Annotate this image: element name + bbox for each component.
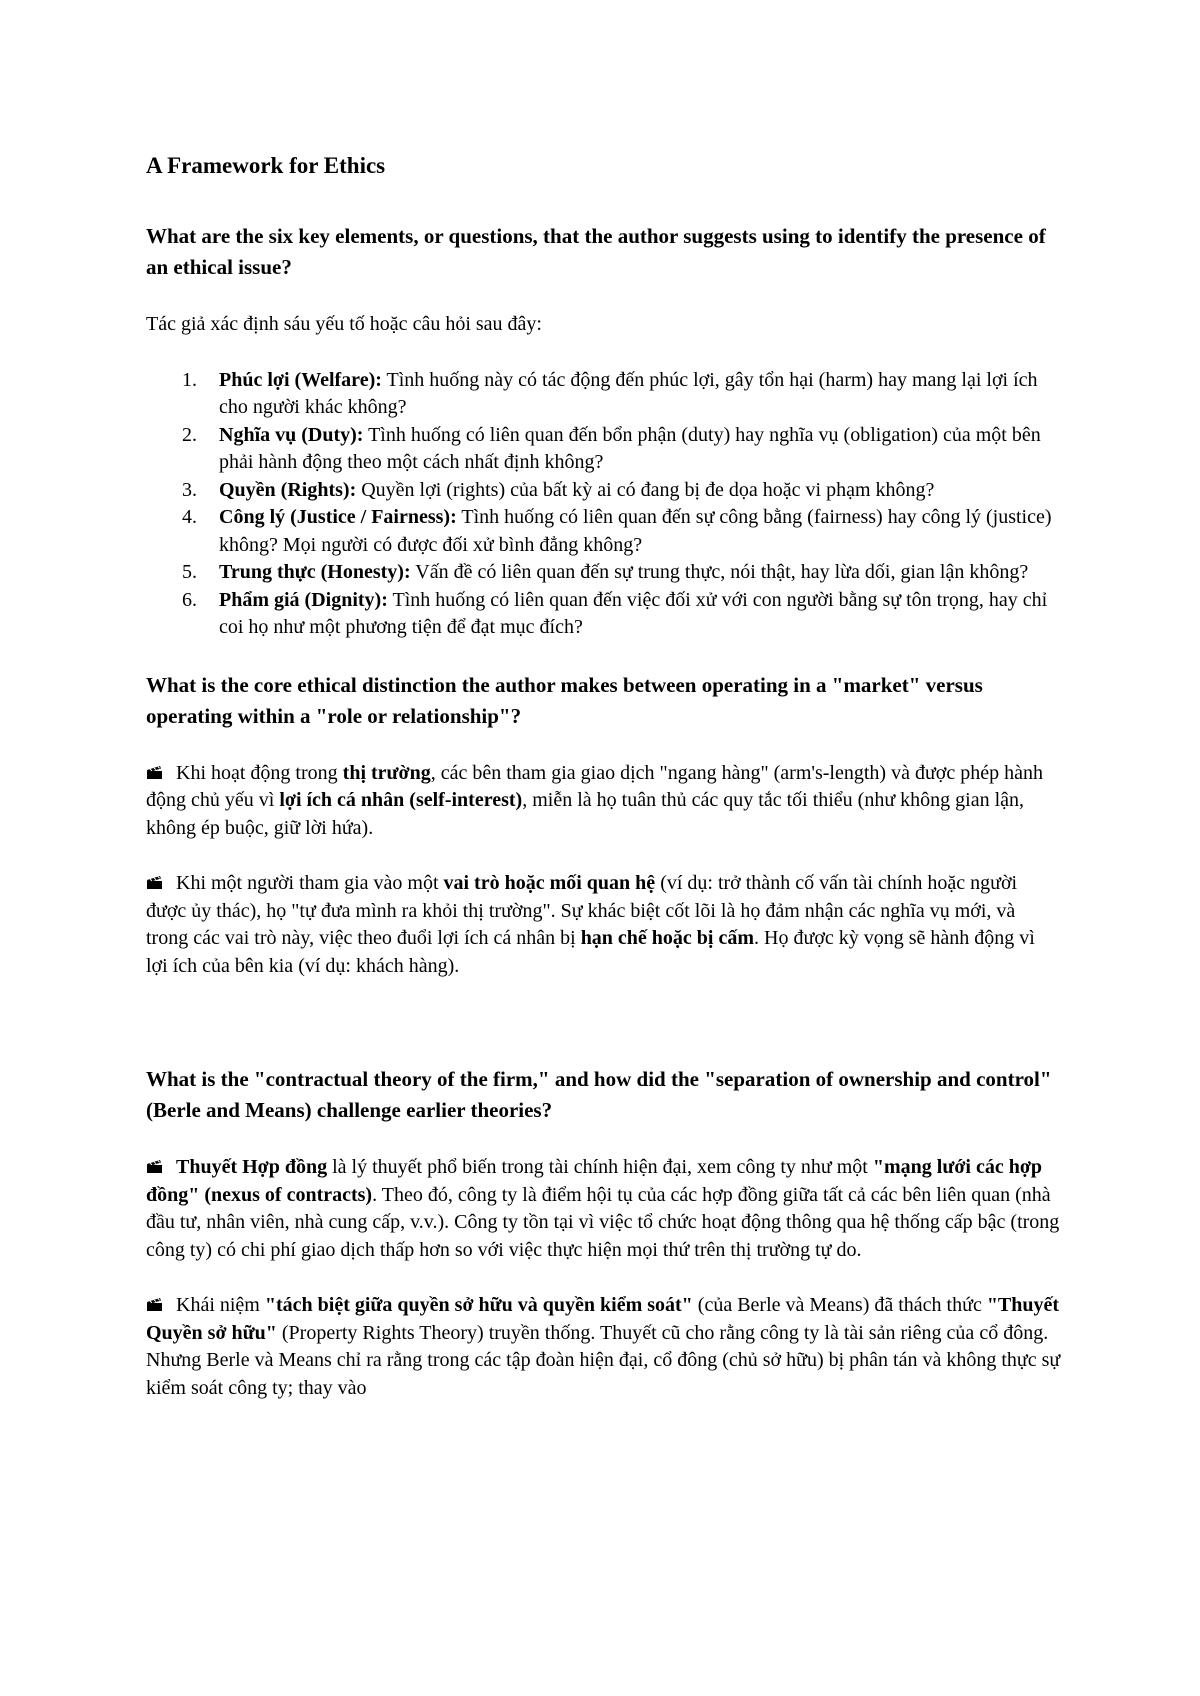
list-item bbox=[146, 504, 1061, 559]
list-item bbox=[146, 477, 1061, 505]
contract-theory-paragraph: Thuyết Hợp đồng là lý thuyết phổ biến trong tài chính hiện đại, xem công ty như một "mạng lưới các hợp đồng" (nexus of contracts). Theo đó, công ty là điểm hội tụ của các hợp đồng giữa tất cả các bên liên quan (nhà đầu tư, nhân viên, nhà cung cấp, v.v.). Công ty tồn tại vì việc tổ chức hoạt động thông qua hệ thống cấp bậc (trong công ty) có chi phí giao dịch thấp hơn so với việc thực hiện mọi thứ trên thị trường tự do. bbox=[146, 1156, 1060, 1261]
clapperboard-icon bbox=[146, 875, 163, 890]
spacer bbox=[146, 1008, 1061, 1064]
list-item bbox=[146, 559, 1061, 587]
list-number: 5. bbox=[182, 561, 197, 583]
list-text: Tình huống có liên quan đến việc đối xử với con người bằng sự tôn trọng, hay chỉ coi họ như một phương tiện để đạt mục đích? bbox=[219, 588, 1048, 638]
list-term: Phẩm giá (Dignity): bbox=[219, 588, 388, 611]
role-paragraph: Khi một người tham gia vào một vai trò hoặc mối quan hệ (ví dụ: trở thành cố vấn tài chính hoặc người được ủy thác), họ "tự đưa mình ra khỏi thị trường". Sự khác biệt cốt lõi là họ đảm nhận các nghĩa vụ mới, và trong các vai trò này, việc theo đuổi lợi ích cá nhân bị hạn chế hoặc bị cấm. Họ được kỳ vọng sẽ hành động vì lợi ích của bên kia (ví dụ: khách hàng). bbox=[146, 872, 1035, 977]
document-title: A Framework for Ethics bbox=[146, 153, 386, 178]
list-number: 4. bbox=[182, 506, 197, 528]
list-text: Tình huống này có tác động đến phúc lợi, gây tổn hại (harm) hay mang lại lợi ích cho người khác không? bbox=[219, 368, 1038, 418]
list-number: 1. bbox=[182, 368, 197, 391]
list-term: Nghĩa vụ (Duty): bbox=[219, 423, 364, 446]
market-paragraph: Khi hoạt động trong thị trường, các bên tham gia giao dịch "ngang hàng" (arm's-length) và được phép hành động chủ yếu vì lợi ích cá nhân (self-interest), miễn là họ tuân thủ các quy tắc tối thiểu (như không gian lận, không ép buộc, giữ lời hứa). bbox=[146, 761, 1043, 839]
question-contractual-theory: What is the "contractual theory of the firm," and how did the "separation of ownership and control" (Berle and Means) challenge earlier theories? bbox=[146, 1067, 1052, 1122]
section1-intro: Tác giả xác định sáu yếu tố hoặc câu hỏi sau đây: bbox=[146, 313, 542, 335]
clapperboard-icon bbox=[146, 1297, 163, 1312]
list-term: Trung thực (Honesty): bbox=[219, 561, 411, 583]
list-item bbox=[146, 422, 1061, 477]
list-term: Phúc lợi (Welfare): bbox=[219, 368, 382, 391]
list-text: Tình huống có liên quan đến bổn phận (duty) hay nghĩa vụ (obligation) của một bên phải hành động theo một cách nhất định không? bbox=[219, 423, 1041, 473]
ethical-elements-list bbox=[146, 367, 1061, 642]
clapperboard-icon bbox=[146, 1159, 163, 1174]
list-item bbox=[146, 367, 1061, 422]
list-text: Quyền lợi (rights) của bất kỳ ai có đang bị đe dọa hoặc vi phạm không? bbox=[356, 478, 935, 501]
list-number: 6. bbox=[182, 588, 197, 611]
list-text: Vấn đề có liên quan đến sự trung thực, nói thật, hay lừa dối, gian lận không? bbox=[410, 561, 1029, 583]
list-number: 2. bbox=[182, 423, 197, 446]
list-item bbox=[146, 587, 1061, 642]
document-page bbox=[146, 150, 1061, 1430]
question-six-elements: What are the six key elements, or questions, that the author suggests using to identify the presence of an ethical issue? bbox=[146, 224, 1046, 279]
separation-paragraph: Khái niệm "tách biệt giữa quyền sở hữu và quyền kiểm soát" (của Berle và Means) đã thách thức "Thuyết Quyền sở hữu" (Property Rights Theory) truyền thống. Thuyết cũ cho rằng công ty là tài sản riêng của cổ đông. Nhưng Berle và Means chỉ ra rằng trong các tập đoàn hiện đại, cổ đông (chủ sở hữu) bị phân tán và không thực sự kiểm soát công ty; thay vào bbox=[146, 1294, 1061, 1399]
list-term: Công lý (Justice / Fairness): bbox=[219, 506, 457, 528]
clapperboard-icon bbox=[146, 765, 163, 780]
question-market-vs-role: What is the core ethical distinction the author makes between operating in a "market" versus operating within a "role or relationship"? bbox=[146, 672, 983, 728]
list-number: 3. bbox=[182, 478, 197, 501]
list-term: Quyền (Rights): bbox=[219, 478, 357, 501]
list-text: Tình huống có liên quan đến sự công bằng (fairness) hay công lý (justice) không? Mọi người có được đối xử bình đẳng không? bbox=[219, 506, 1052, 556]
